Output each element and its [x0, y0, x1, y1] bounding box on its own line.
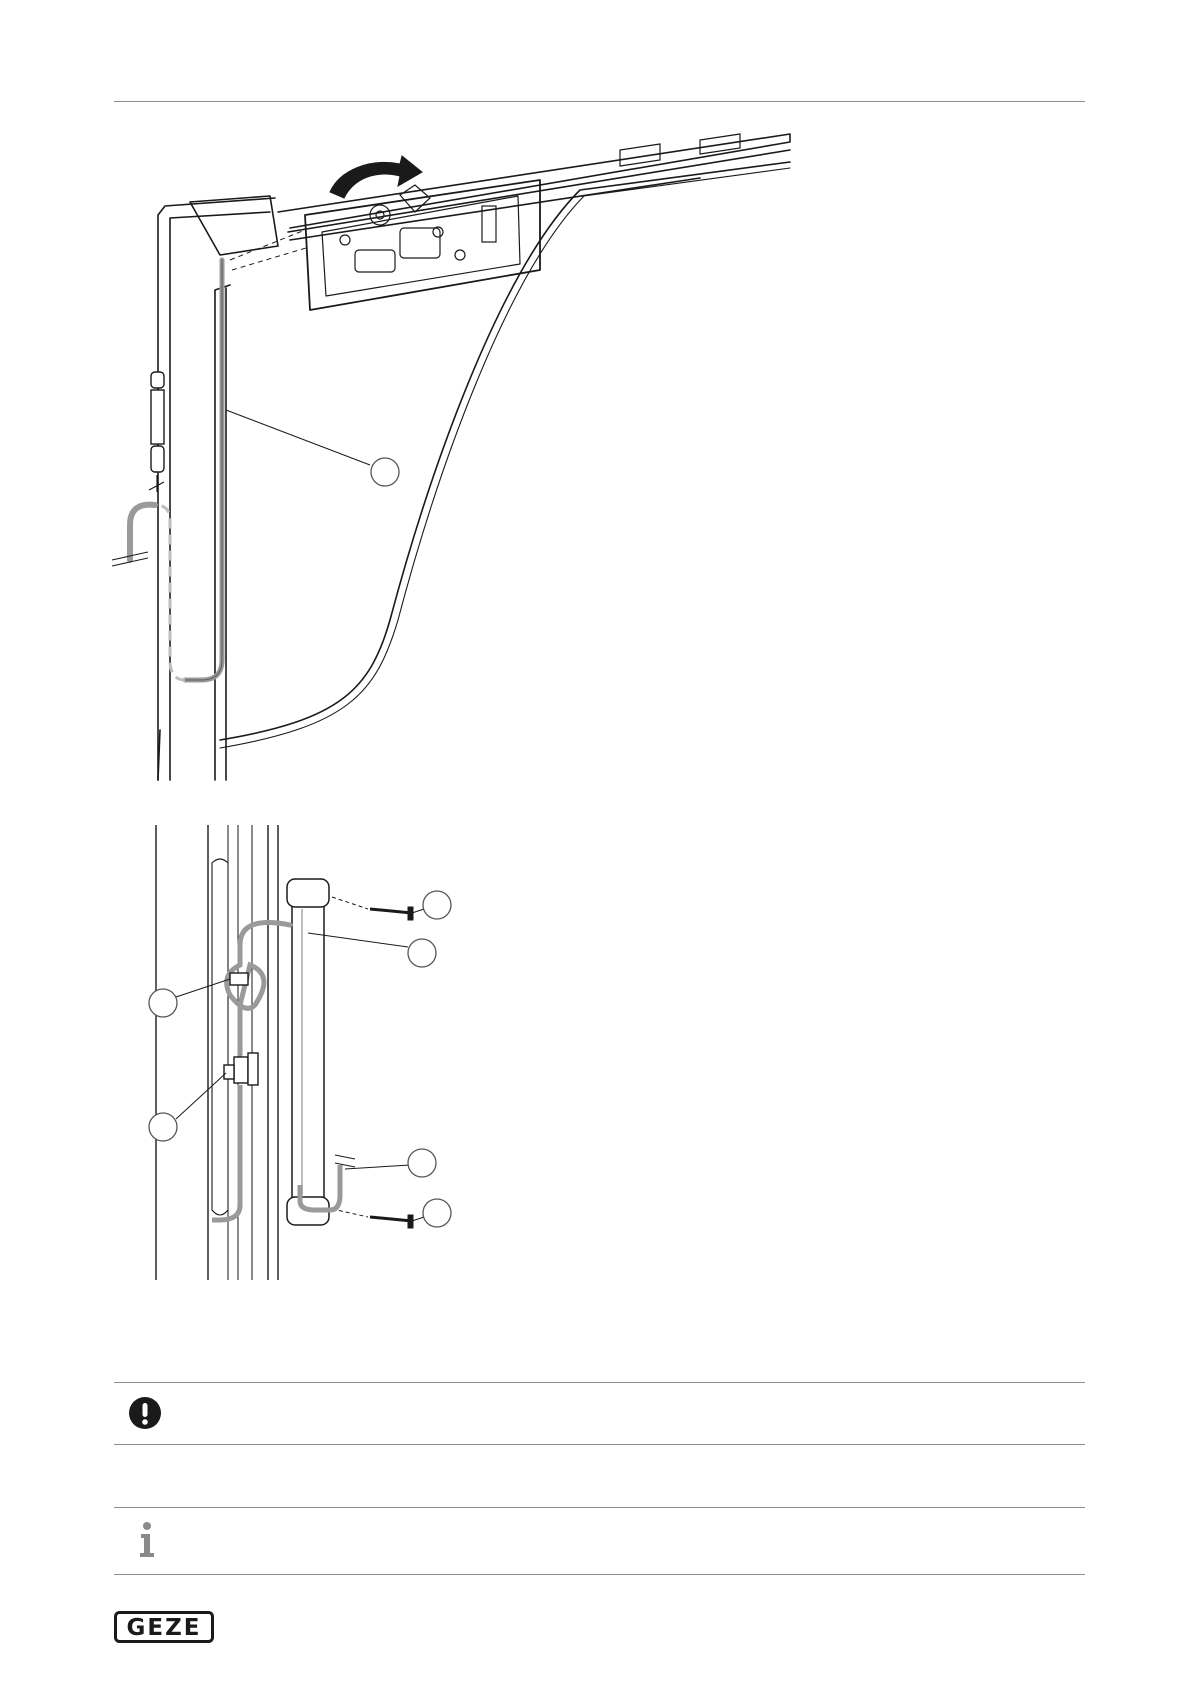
warning-notice: [114, 1382, 1085, 1444]
door-frame-outer: [158, 198, 275, 780]
spacer-text: [114, 1450, 1085, 1500]
figure-cable-transition-detail: [140, 825, 540, 1295]
door-hinge: [151, 372, 164, 472]
header-rule: [114, 101, 1085, 102]
callout-screw-top: [423, 891, 451, 919]
door-leaf-edge: [220, 162, 790, 740]
incoming-cable: [130, 505, 155, 560]
cable-transition-profile: [287, 879, 329, 1225]
callout-screw-bottom: [423, 1199, 451, 1227]
plug-connector: [224, 1053, 258, 1085]
info-icon: [138, 1521, 156, 1559]
screw-top: [332, 897, 413, 920]
callout-cable-tie: [149, 989, 177, 1017]
operator-mechanism: [305, 180, 540, 310]
slot-outline: [212, 859, 228, 1215]
geze-logo: [114, 1611, 214, 1643]
callout-cable: [371, 458, 399, 486]
info-rule-bottom: [114, 1574, 1085, 1575]
cable-in-frame: [185, 260, 222, 680]
callout-cable-exit: [408, 1149, 436, 1177]
callout-connector: [149, 1113, 177, 1141]
callout-profile: [408, 939, 436, 967]
info-notice: [114, 1507, 1085, 1574]
screw-bottom: [332, 1209, 413, 1228]
figure-door-cable-routing: [100, 120, 800, 800]
cable-tie: [230, 973, 248, 985]
geze-logo-text: GEZE: [126, 1615, 202, 1641]
warning-rule-bottom: [114, 1444, 1085, 1445]
exclamation-circle-icon: [128, 1396, 162, 1430]
cable-loop: [227, 923, 290, 1056]
